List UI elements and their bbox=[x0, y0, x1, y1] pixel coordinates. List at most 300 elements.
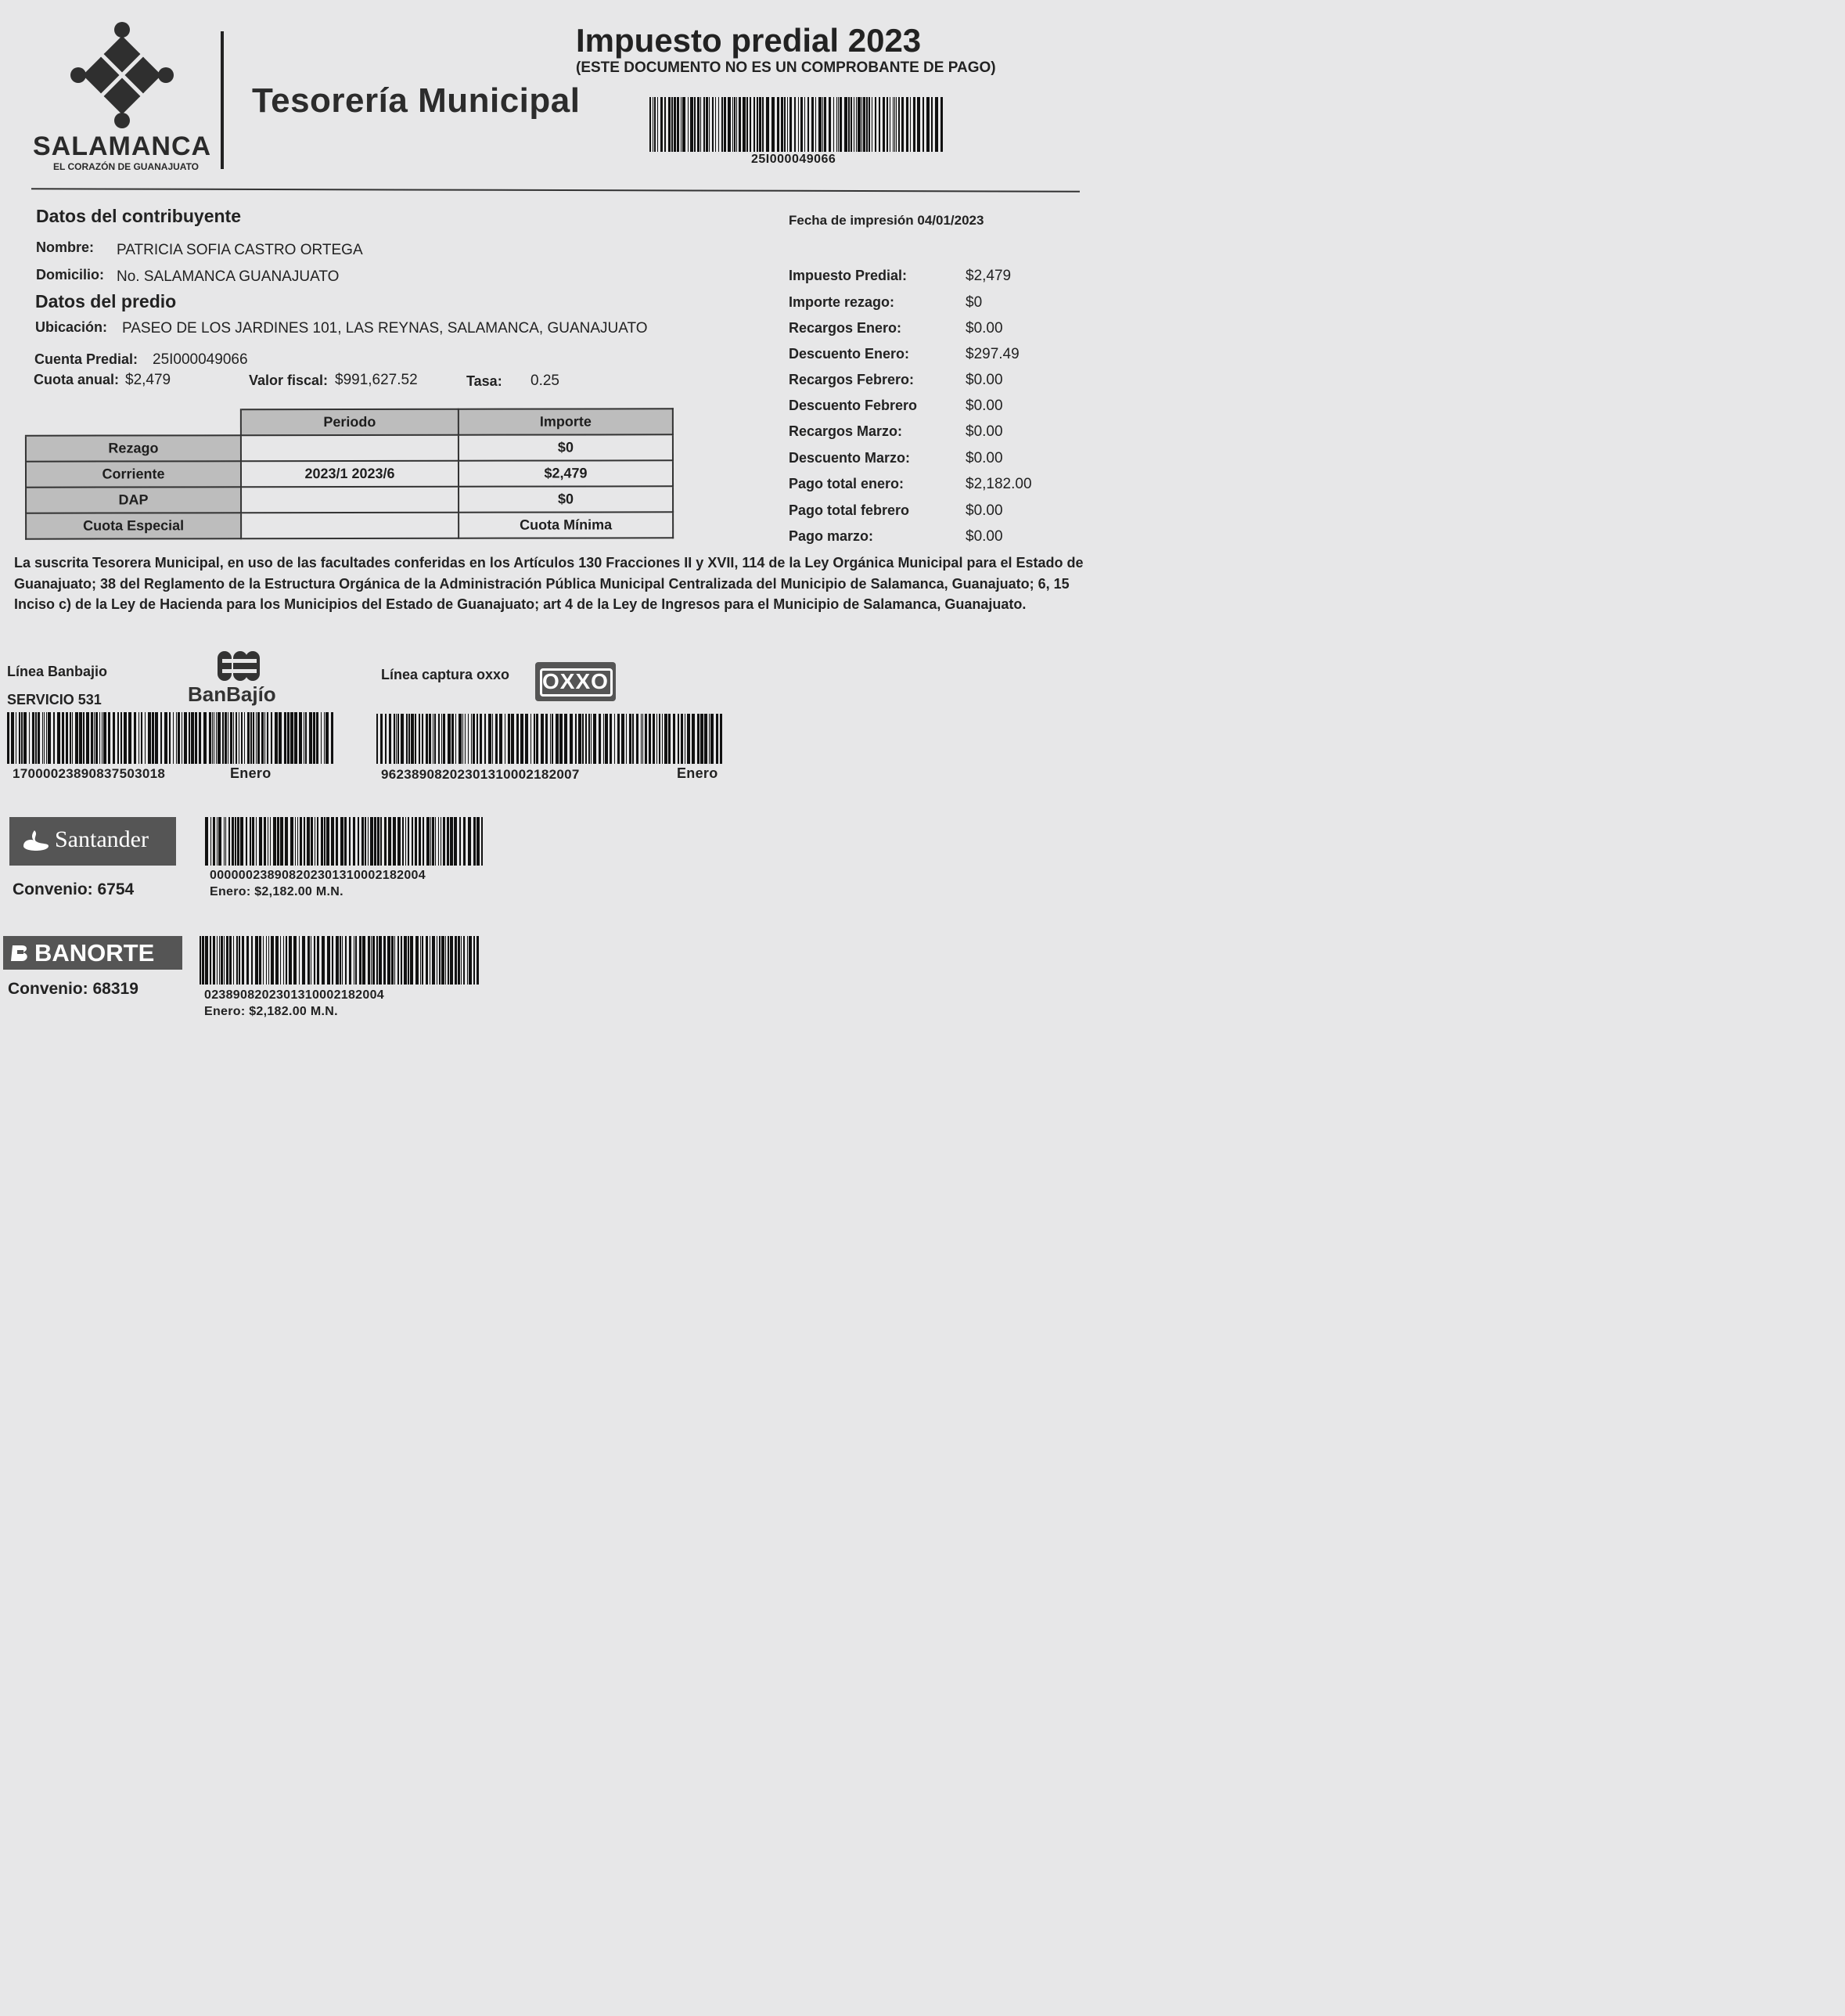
barcode-bar bbox=[552, 714, 553, 764]
summary-value: $0 bbox=[966, 294, 983, 311]
summary-value: $0.00 bbox=[966, 450, 1003, 466]
barcode-bar bbox=[468, 817, 471, 866]
barcode-bar bbox=[336, 936, 339, 985]
barcode-bar bbox=[376, 936, 378, 985]
barcode-bar bbox=[477, 817, 480, 866]
barcode-bar bbox=[641, 714, 642, 764]
barcode-bar bbox=[492, 714, 493, 764]
barcode-bar bbox=[327, 936, 330, 985]
table-header-row bbox=[26, 409, 673, 435]
barcode-bar bbox=[858, 97, 861, 152]
barcode-bar bbox=[120, 712, 122, 764]
row-concept: Corriente bbox=[26, 461, 241, 487]
barcode-bar bbox=[432, 817, 434, 866]
barcode-bar bbox=[593, 714, 596, 764]
barcode-bar bbox=[534, 714, 535, 764]
barcode-bar bbox=[253, 712, 254, 764]
barcode-bar bbox=[419, 817, 421, 866]
document-subtitle: (ESTE DOCUMENTO NO ES UN COMPROBANTE DE PAGO) bbox=[576, 59, 996, 76]
barcode-bar bbox=[706, 97, 708, 152]
barcode-bar bbox=[326, 817, 329, 866]
barcode-bar bbox=[324, 712, 325, 764]
barcode-bar bbox=[940, 97, 943, 152]
taxpayer-section-title: Datos del contribuyente bbox=[36, 206, 241, 226]
barcode-bar bbox=[869, 97, 870, 152]
barcode-bar bbox=[692, 714, 695, 764]
barcode-bar bbox=[559, 714, 563, 764]
barcode-bar bbox=[787, 97, 788, 152]
barcode-bar bbox=[219, 936, 220, 985]
barcode-bar bbox=[508, 714, 510, 764]
barcode-bar bbox=[660, 97, 663, 152]
print-date: Fecha de impresión 04/01/2023 bbox=[789, 213, 984, 228]
barcode-bar bbox=[271, 712, 272, 764]
header-rule bbox=[31, 188, 1080, 193]
banbajio-label: Línea Banbajio bbox=[7, 664, 108, 679]
barcode-bar bbox=[384, 817, 387, 866]
barcode-bar bbox=[697, 714, 700, 764]
barcode-bar bbox=[270, 817, 271, 866]
barcode-bar bbox=[307, 817, 310, 866]
barcode-bar bbox=[176, 712, 177, 764]
barcode-bar bbox=[155, 712, 158, 764]
barcode-bar bbox=[263, 936, 264, 985]
barcode-bar bbox=[145, 712, 146, 764]
barcode-bar bbox=[57, 712, 60, 764]
banbajio-month: Enero bbox=[230, 765, 272, 781]
barcode-bar bbox=[300, 817, 302, 866]
barcode-bar bbox=[681, 97, 682, 152]
banorte-agreement: Convenio: 68319 bbox=[8, 980, 138, 998]
barcode-bar bbox=[277, 817, 279, 866]
barcode-bar bbox=[275, 936, 279, 985]
barcode-bar bbox=[728, 97, 731, 152]
barcode-bar bbox=[762, 97, 764, 152]
table-row bbox=[26, 512, 673, 538]
santander-logo bbox=[9, 817, 176, 866]
barcode-bar bbox=[443, 817, 445, 866]
barcode-bar bbox=[164, 712, 167, 764]
barcode-bar bbox=[833, 97, 834, 152]
header-divider bbox=[221, 31, 224, 169]
banorte-amount: Enero: $2,182.00 M.N. bbox=[204, 1005, 338, 1018]
summary-label: Importe rezago: bbox=[789, 294, 895, 310]
santander-barcode bbox=[205, 817, 484, 866]
barcode-bar bbox=[216, 712, 217, 764]
summary-value: $0.00 bbox=[966, 398, 1003, 414]
table-header-empty bbox=[26, 409, 241, 435]
summary-label: Descuento Enero: bbox=[789, 346, 910, 362]
barcode-bar bbox=[662, 714, 663, 764]
barcode-bar bbox=[926, 97, 930, 152]
barcode-bar bbox=[415, 936, 419, 985]
barcode-bar bbox=[657, 97, 658, 152]
barcode-bar bbox=[202, 936, 204, 985]
barcode-bar bbox=[499, 714, 502, 764]
barcode-bar bbox=[704, 714, 707, 764]
barcode-bar bbox=[649, 714, 651, 764]
barcode-bar bbox=[441, 936, 444, 985]
barcode-bar bbox=[687, 714, 690, 764]
barcode-bar bbox=[23, 712, 27, 764]
barcode-bar bbox=[536, 714, 538, 764]
barcode-bar bbox=[240, 817, 243, 866]
barcode-bar bbox=[212, 712, 213, 764]
barcode-bar bbox=[582, 714, 584, 764]
santander-logo-text: Santander bbox=[55, 826, 149, 852]
table-row bbox=[26, 460, 673, 487]
barcode-bar bbox=[677, 97, 679, 152]
barcode-bar bbox=[173, 712, 174, 764]
barcode-bar bbox=[250, 712, 252, 764]
barcode-bar bbox=[229, 936, 232, 985]
barcode-bar bbox=[336, 817, 338, 866]
barcode-bar bbox=[415, 817, 417, 866]
barcode-bar bbox=[7, 712, 9, 764]
barcode-bar bbox=[913, 97, 915, 152]
barcode-bar bbox=[570, 714, 573, 764]
barcode-bar bbox=[203, 712, 207, 764]
barcode-bar bbox=[434, 714, 436, 764]
barcode-bar bbox=[750, 97, 751, 152]
barcode-bar bbox=[267, 712, 268, 764]
barcode-bar bbox=[408, 817, 409, 866]
row-amount: $0 bbox=[459, 434, 673, 460]
barcode-bar bbox=[405, 817, 406, 866]
barcode-bar bbox=[317, 817, 318, 866]
barcode-bar bbox=[252, 817, 254, 866]
barcode-bar bbox=[210, 817, 211, 866]
barcode-bar bbox=[671, 97, 673, 152]
santander-amount: Enero: $2,182.00 M.N. bbox=[210, 885, 343, 898]
rate-label: Tasa: bbox=[466, 373, 502, 389]
summary-value: $0.00 bbox=[966, 423, 1003, 440]
row-period bbox=[241, 513, 459, 538]
barcode-bar bbox=[225, 817, 226, 866]
barcode-bar bbox=[289, 936, 292, 985]
barcode-bar bbox=[422, 714, 423, 764]
barcode-bar bbox=[261, 712, 264, 764]
barcode-bar bbox=[279, 712, 282, 764]
barcode-bar bbox=[108, 712, 110, 764]
barcode-bar bbox=[883, 97, 885, 152]
barcode-bar bbox=[225, 712, 227, 764]
barcode-bar bbox=[124, 712, 127, 764]
barcode-bar bbox=[340, 936, 341, 985]
barcode-bar bbox=[621, 714, 624, 764]
barcode-bar bbox=[439, 936, 441, 985]
barcode-bar bbox=[471, 714, 472, 764]
barcode-bar bbox=[393, 817, 396, 866]
annual-fee-label: Cuota anual: bbox=[34, 372, 120, 387]
barcode-bar bbox=[887, 97, 888, 152]
barcode-bar bbox=[397, 714, 399, 764]
barcode-bar bbox=[525, 714, 528, 764]
barcode-bar bbox=[379, 936, 382, 985]
barcode-bar bbox=[473, 817, 476, 866]
summary-label: Recargos Febrero: bbox=[789, 372, 915, 387]
barcode-bar bbox=[394, 936, 395, 985]
barcode-bar bbox=[313, 712, 315, 764]
barcode-bar bbox=[743, 97, 746, 152]
barcode-bar bbox=[545, 714, 548, 764]
account-barcode-number: 25I000049066 bbox=[751, 153, 836, 166]
barcode-bar bbox=[448, 936, 449, 985]
barcode-bar bbox=[256, 817, 257, 866]
summary-value: $297.49 bbox=[966, 346, 1020, 362]
summary-label: Descuento Febrero bbox=[789, 398, 918, 413]
barcode-bar bbox=[189, 712, 190, 764]
barcode-bar bbox=[455, 936, 457, 985]
barcode-bar bbox=[426, 817, 430, 866]
barcode-bar bbox=[117, 712, 119, 764]
barcode-bar bbox=[578, 714, 581, 764]
barcode-bar bbox=[451, 714, 454, 764]
barcode-bar bbox=[200, 936, 201, 985]
barcode-bar bbox=[402, 817, 404, 866]
santander-agreement: Convenio: 6754 bbox=[13, 880, 135, 898]
barcode-bar bbox=[599, 714, 601, 764]
barcode-bar bbox=[481, 817, 483, 866]
barcode-bar bbox=[898, 97, 900, 152]
barcode-bar bbox=[415, 714, 416, 764]
barcode-bar bbox=[271, 936, 274, 985]
barcode-bar bbox=[305, 712, 307, 764]
barcode-bar bbox=[344, 817, 347, 866]
logo-tagline: EL CORAZÓN DE GUANAJUATO bbox=[53, 161, 200, 172]
barcode-bar bbox=[396, 714, 397, 764]
barcode-bar bbox=[287, 712, 290, 764]
barcode-bar bbox=[385, 714, 387, 764]
barcode-bar bbox=[753, 97, 755, 152]
barcode-bar bbox=[771, 97, 775, 152]
barcode-bar bbox=[259, 817, 262, 866]
barcode-bar bbox=[239, 936, 240, 985]
summary-label: Recargos Marzo: bbox=[789, 423, 903, 439]
barcode-bar bbox=[70, 712, 71, 764]
barcode-bar bbox=[804, 97, 805, 152]
barcode-bar bbox=[423, 817, 424, 866]
barcode-bar bbox=[387, 936, 390, 985]
barcode-bar bbox=[224, 817, 225, 866]
barcode-bar bbox=[736, 97, 737, 152]
barcode-bar bbox=[636, 714, 638, 764]
barcode-bar bbox=[461, 936, 462, 985]
barcode-bar bbox=[700, 97, 701, 152]
banorte-logo-icon bbox=[9, 942, 33, 963]
barcode-bar bbox=[469, 936, 472, 985]
barcode-bar bbox=[275, 712, 278, 764]
barcode-bar bbox=[645, 714, 647, 764]
barcode-bar bbox=[822, 97, 823, 152]
barcode-bar bbox=[389, 714, 391, 764]
barcode-bar bbox=[217, 936, 218, 985]
barcode-bar bbox=[257, 712, 260, 764]
barcode-bar bbox=[233, 936, 234, 985]
barcode-bar bbox=[246, 817, 247, 866]
barcode-bar bbox=[674, 97, 676, 152]
barcode-bar bbox=[48, 712, 51, 764]
barcode-bar bbox=[455, 714, 456, 764]
barcode-bar bbox=[246, 936, 249, 985]
barcode-bar bbox=[700, 714, 703, 764]
barcode-bar bbox=[380, 714, 383, 764]
barcode-bar bbox=[480, 714, 482, 764]
legal-paragraph: La suscrita Tesorera Municipal, en uso de las facultades conferidas en los Artículos 130 Fracciones II y XVII, 114 de la Ley Orgánica Municipal para el Estado de Guanajuato; 38 del Reglamento de la Estructura Orgánica de la Administración Pública Municipal Centralizada del Municipio de Salamanca, Guanajuato; 6, 15 Inciso c) de la Ley de Hacienda para los Municipios del Estado de Guanajuato; art 4 de la Ley de Ingresos para el Municipio de Salamanca, Guanajuato. bbox=[14, 555, 1084, 612]
barcode-bar bbox=[86, 712, 89, 764]
barcode-bar bbox=[794, 97, 796, 152]
barcode-bar bbox=[879, 97, 880, 152]
barcode-bar bbox=[371, 936, 372, 985]
barcode-bar bbox=[541, 714, 544, 764]
rate-value: 0.25 bbox=[530, 373, 559, 389]
barcode-bar bbox=[585, 714, 587, 764]
barcode-bar bbox=[304, 817, 305, 866]
summary-value: $0.00 bbox=[966, 502, 1003, 519]
barcode-bar bbox=[429, 714, 431, 764]
barcode-bar bbox=[342, 936, 343, 985]
barcode-bar bbox=[910, 97, 911, 152]
barcode-bar bbox=[426, 714, 428, 764]
row-concept: DAP bbox=[26, 487, 241, 513]
barcode-bar bbox=[530, 714, 531, 764]
barcode-bar bbox=[138, 712, 139, 764]
summary-label: Descuento Marzo: bbox=[789, 450, 911, 466]
barcode-bar bbox=[734, 97, 735, 152]
barcode-bar bbox=[103, 712, 106, 764]
barcode-bar bbox=[242, 936, 244, 985]
barcode-bar bbox=[432, 936, 435, 985]
barcode-bar bbox=[359, 936, 361, 985]
barcode-bar bbox=[199, 712, 201, 764]
summary-value: $2,479 bbox=[966, 268, 1012, 284]
barcode-bar bbox=[591, 714, 592, 764]
oxxo-barcode bbox=[376, 714, 722, 764]
barcode-bar bbox=[29, 712, 30, 764]
address-value: No. SALAMANCA GUANAJUATO bbox=[117, 268, 340, 285]
row-concept: Rezago bbox=[26, 435, 241, 461]
barcode-bar bbox=[894, 97, 895, 152]
barcode-bar bbox=[688, 97, 689, 152]
barcode-bar bbox=[152, 712, 154, 764]
barcode-bar bbox=[863, 97, 865, 152]
barcode-bar bbox=[250, 817, 251, 866]
barcode-bar bbox=[412, 817, 413, 866]
barcode-bar bbox=[247, 712, 250, 764]
santander-code: 000000238908202301310002182004 bbox=[210, 869, 426, 882]
barcode-bar bbox=[520, 714, 523, 764]
barcode-bar bbox=[331, 817, 334, 866]
table-row bbox=[26, 434, 673, 461]
barcode-bar bbox=[228, 817, 230, 866]
barcode-bar bbox=[614, 714, 615, 764]
barcode-bar bbox=[718, 97, 719, 152]
barcode-bar bbox=[377, 817, 379, 866]
row-period: 2023/1 2023/6 bbox=[241, 461, 459, 487]
barcode-bar bbox=[224, 936, 225, 985]
barcode-bar bbox=[682, 97, 685, 152]
annual-fee-value: $2,479 bbox=[125, 372, 171, 388]
barcode-bar bbox=[290, 712, 293, 764]
office-title: Tesorería Municipal bbox=[252, 81, 581, 120]
banbajio-logo-text: BanBajío bbox=[188, 682, 276, 706]
barcode-bar bbox=[935, 97, 938, 152]
logo-name: SALAMANCA bbox=[33, 131, 212, 161]
barcode-bar bbox=[626, 714, 627, 764]
barcode-bar bbox=[325, 712, 329, 764]
barcode-bar bbox=[829, 97, 831, 152]
barcode-bar bbox=[477, 936, 479, 985]
barcode-bar bbox=[720, 714, 722, 764]
barcode-bar bbox=[784, 97, 786, 152]
row-period bbox=[241, 487, 459, 513]
barcode-bar bbox=[811, 97, 814, 152]
barcode-bar bbox=[459, 817, 461, 866]
barcode-bar bbox=[807, 97, 809, 152]
barcode-bar bbox=[438, 714, 440, 764]
barcode-bar bbox=[233, 712, 234, 764]
barcode-bar bbox=[654, 97, 656, 152]
summary-label: Pago total enero: bbox=[789, 476, 905, 491]
barcode-bar bbox=[314, 936, 315, 985]
barcode-bar bbox=[331, 712, 333, 764]
summary-value: $0.00 bbox=[966, 528, 1003, 545]
barcode-bar bbox=[690, 97, 693, 152]
barcode-bar bbox=[235, 817, 236, 866]
barcode-bar bbox=[62, 712, 64, 764]
summary-value: $0.00 bbox=[966, 372, 1003, 388]
barcode-bar bbox=[280, 936, 281, 985]
barcode-bar bbox=[462, 714, 463, 764]
barcode-bar bbox=[213, 817, 215, 866]
barcode-bar bbox=[901, 97, 904, 152]
location-label: Ubicación: bbox=[35, 319, 108, 335]
barcode-bar bbox=[739, 97, 741, 152]
barcode-bar bbox=[353, 817, 355, 866]
barcode-bar bbox=[617, 714, 620, 764]
barcode-bar bbox=[244, 712, 245, 764]
barcode-bar bbox=[209, 712, 211, 764]
barcode-bar bbox=[922, 97, 924, 152]
barcode-bar bbox=[134, 712, 136, 764]
barcode-bar bbox=[408, 936, 409, 985]
barcode-bar bbox=[259, 936, 261, 985]
banbajio-code: 17000023890837503018 bbox=[13, 766, 166, 781]
barcode-bar bbox=[184, 712, 187, 764]
barcode-bar bbox=[715, 97, 716, 152]
barcode-bar bbox=[488, 714, 491, 764]
row-concept: Cuota Especial bbox=[26, 513, 241, 538]
barcode-bar bbox=[678, 714, 679, 764]
period-table bbox=[25, 408, 674, 539]
row-amount: $0 bbox=[459, 486, 673, 512]
barcode-bar bbox=[232, 817, 234, 866]
oxxo-code: 9623890820230131000218200​7 bbox=[381, 767, 580, 782]
salamanca-heart-logo-icon bbox=[69, 20, 175, 130]
barcode-bar bbox=[316, 712, 318, 764]
barcode-bar bbox=[668, 97, 671, 152]
barcode-bar bbox=[564, 714, 567, 764]
barcode-bar bbox=[406, 714, 408, 764]
barcode-bar bbox=[931, 97, 933, 152]
barcode-bar bbox=[241, 712, 243, 764]
barcode-bar bbox=[66, 712, 68, 764]
summary-label: Pago marzo: bbox=[789, 528, 874, 544]
barcode-bar bbox=[848, 97, 850, 152]
barcode-bar bbox=[818, 97, 822, 152]
barcode-bar bbox=[266, 936, 267, 985]
barcode-bar bbox=[664, 97, 666, 152]
